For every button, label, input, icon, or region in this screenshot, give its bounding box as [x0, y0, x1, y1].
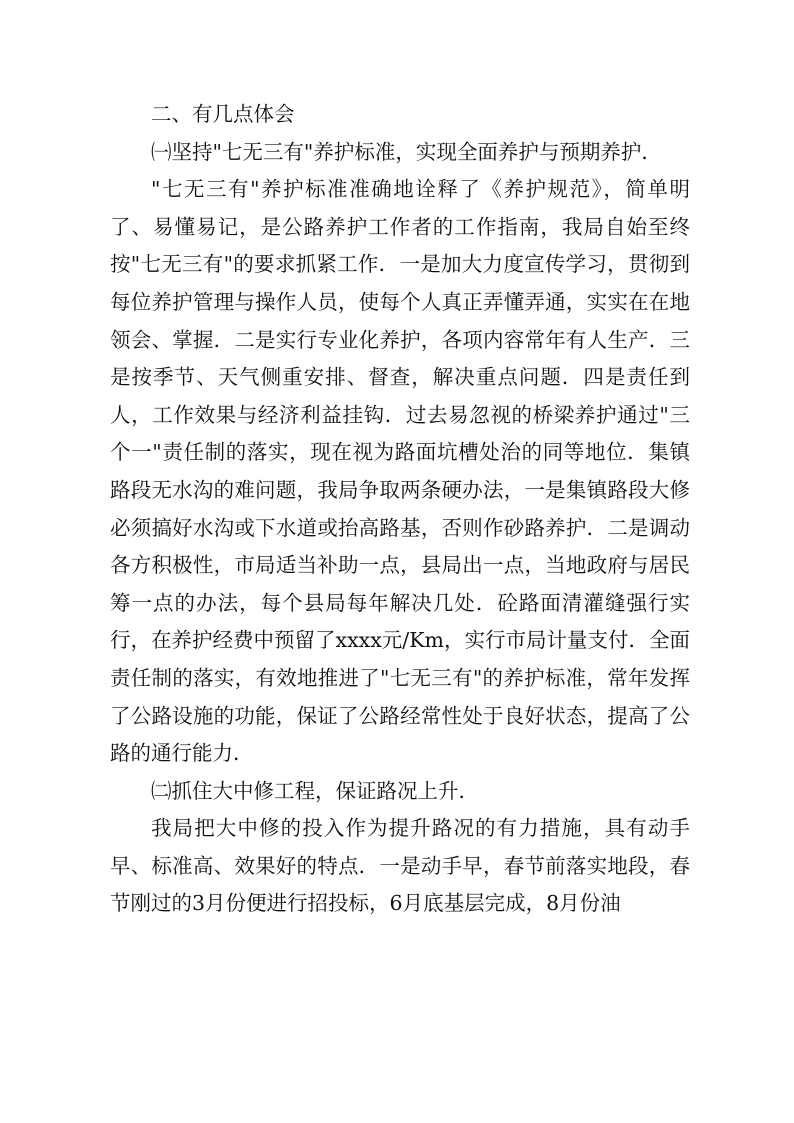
paragraph-1: "七无三有"养护标准准确地诠释了《养护规范》，简单明了、易懂易记，是公路养护工作者的工作指南，我局自始至终按"七无三有"的要求抓紧工作．一是加大力度宣传学习，贯彻到每位养护管理与操作人员，使每个人真正弄懂弄通，实实在在地领会、掌握．二是实行专业化养护，各项内容常年有人生产．三是按季节、天气侧重安排、督查，解决重点问题．四是责任到人，工作效果与经济利益挂钩．过去易忽视的桥梁养护通过"三个一"责任制的落实，现在视为路面坑槽处治的同等地位．集镇路段无水沟的难问题，我局争取两条硬办法，一是集镇路段大修必须搞好水沟或下水道或抬高路基，否则作砂路养护．二是调动各方积极性，市局适当补助一点，县局出一点，当地政府与居民筹一点的办法，每个县局每年解决几处．砼路面清灌缝强行实行，在养护经费中预留了xxxx元/Km，实行市局计量支付．全面责任制的落实，有效地推进了"七无三有"的养护标准，常年发挥了公路设施的功能，保证了公路经常性处于良好状态，提高了公路的通行能力．: [110, 177, 690, 766]
document-body: [110, 96, 690, 923]
paragraph-2: 我局把大中修的投入作为提升路况的有力措施，具有动手早、标准高、效果好的特点．一是动手早，春节前落实地段，春节刚过的3月份便进行招投标，6月底基层完成，8月份油: [110, 816, 690, 916]
section-heading: 二、有几点体会: [151, 102, 295, 126]
subheading-2: ㈡抓住大中修工程，保证路况上升．: [151, 778, 479, 803]
subheading-1: ㈠坚持"七无三有"养护标准，实现全面养护与预期养护．: [151, 139, 662, 164]
